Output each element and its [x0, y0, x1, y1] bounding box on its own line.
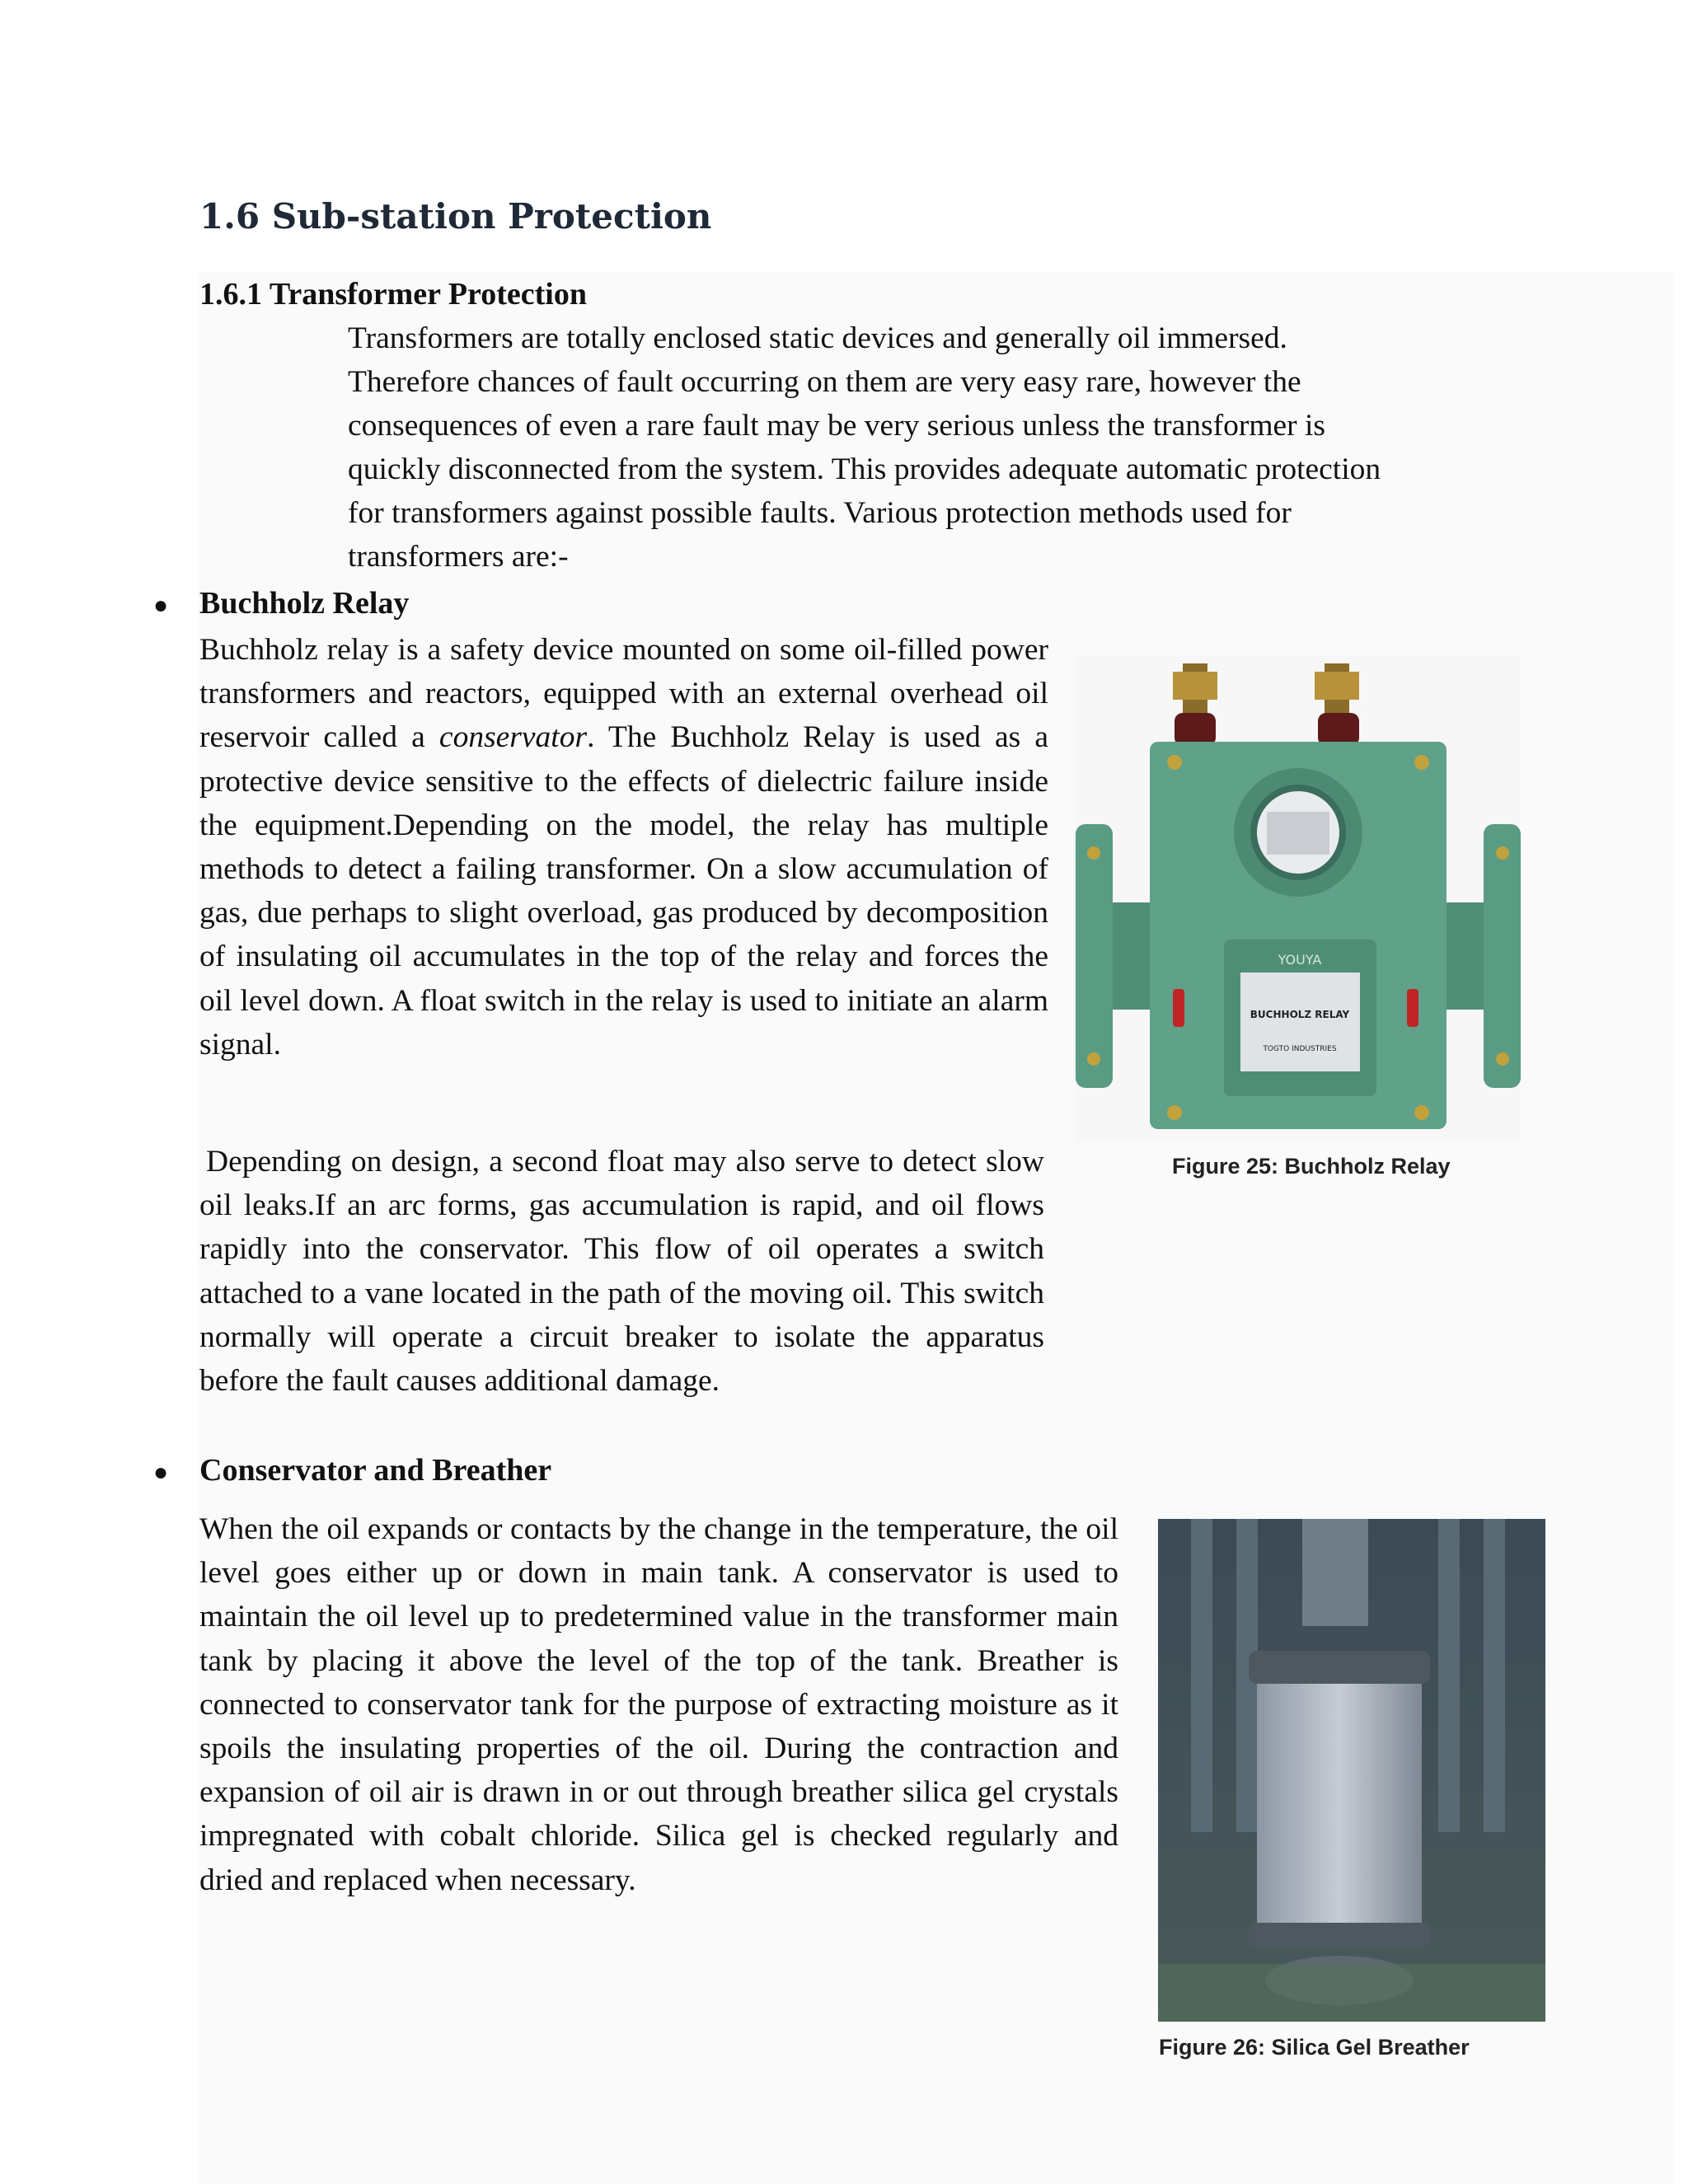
- buchholz-relay-image: [1076, 655, 1521, 1141]
- figure-25-caption: Figure 25: Buchholz Relay: [1172, 1154, 1451, 1179]
- intro-line: quickly disconnected from the system. This provides adequate automatic protection: [348, 452, 1381, 486]
- intro-line: Therefore chances of fault occurring on them are very easy rare, however the: [348, 365, 1301, 399]
- bullet-icon: ●: [153, 592, 169, 619]
- svg-text:YOUYA: YOUYA: [1278, 952, 1322, 968]
- intro-line: Transformers are totally enclosed static devices and generally oil immersed.: [348, 321, 1287, 355]
- bullet-icon: ●: [153, 1459, 169, 1486]
- intro-paragraph: [348, 316, 1452, 579]
- conservator-paragraph: When the oil expands or contacts by the change in the temperature, the oil level goes either up or down in main tank. A conservator is used to maintain the oil level up to predetermined value in the transformer main tank by placing it above the level of the top of the tank. Breather is connected to conservator tank for the purpose of extracting moisture as it spoils the insulating properties of the oil. During the contraction and expansion of oil air is drawn in or out through breather silica gel crystals impregnated with cobalt chloride. Silica gel is checked regularly and dried and replaced when necessary.: [199, 1512, 1118, 1897]
- intro-line: for transformers against possible faults. Various protection methods used for: [348, 496, 1292, 530]
- svg-text:BUCHHOLZ RELAY: BUCHHOLZ RELAY: [1250, 1009, 1350, 1020]
- intro-line: transformers are:-: [348, 540, 569, 574]
- intro-line: consequences of even a rare fault may be very serious unless the transformer is: [348, 409, 1326, 443]
- silica-gel-breather-image: [1158, 1519, 1545, 2022]
- buchholz-paragraph-2: Depending on design, a second float may also serve to detect slow oil leaks.If an arc forms, gas accumulation is rapid, and oil flows rapidly into the conservator. This flow of oil operates a switch attached to a vane located in the path of the moving oil. This switch normally will operate a circuit breaker to isolate the apparatus before the fault causes additional damage.: [199, 1145, 1044, 1399]
- section-title: 1.6 Sub-station Protection: [199, 196, 712, 237]
- svg-text:TOGTO INDUSTRIES: TOGTO INDUSTRIES: [1263, 1045, 1337, 1053]
- figure-26-caption: Figure 26: Silica Gel Breather: [1159, 2035, 1470, 2060]
- conservator-heading: Conservator and Breather: [199, 1453, 552, 1488]
- buchholz-paragraph-1: Buchholz relay is a safety device mounted on some oil-filled power transformers and reactors, equipped with an external overhead oil reservoir called a conservator. The Buchholz Relay is used as a protective device sensitive to the effects of dielectric failure inside the equipment.Depending on the model, the relay has multiple methods to detect a failing transformer. On a slow accumulation of gas, due perhaps to slight overload, gas produced by decomposition of insulating oil accumulates in the top of the relay and forces the oil level down. A float switch in the relay is used to initiate an alarm signal.: [199, 633, 1048, 1062]
- subsection-title: 1.6.1 Transformer Protection: [199, 277, 587, 312]
- buchholz-heading: Buchholz Relay: [199, 586, 410, 621]
